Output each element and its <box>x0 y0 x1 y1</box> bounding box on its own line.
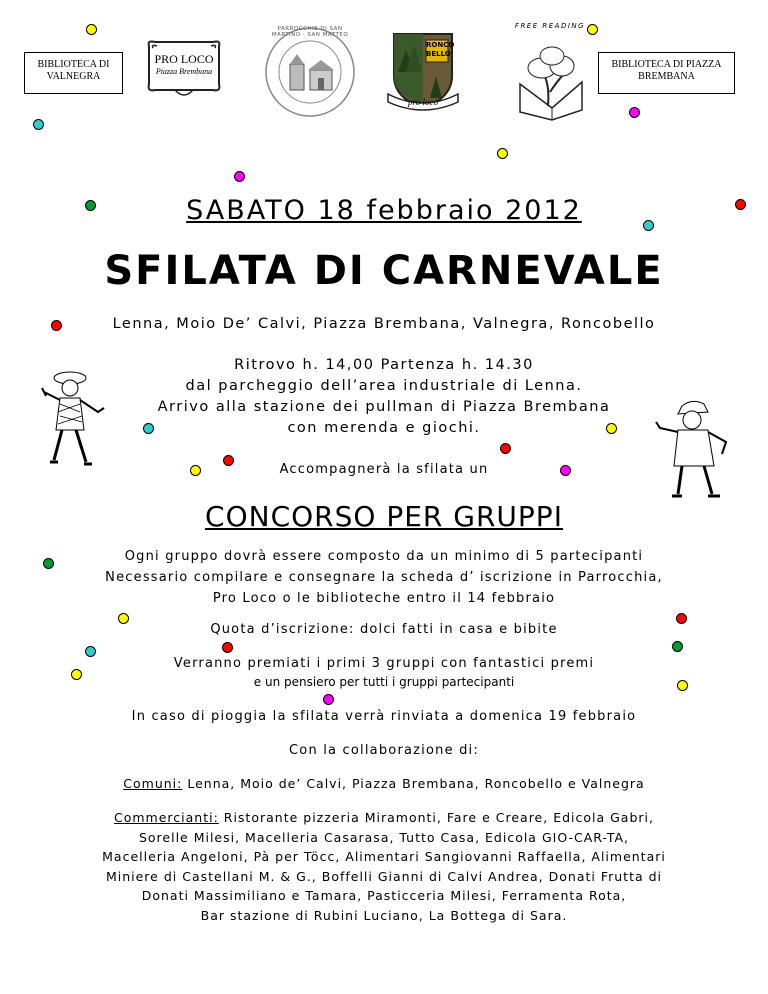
confetti-dot <box>85 200 96 211</box>
comuni-text: Lenna, Moio de’ Calvi, Piazza Brembana, Roncobello e Valnegra <box>182 776 645 791</box>
commercianti-line-3: Macelleria Angeloni, Pà per Töcc, Alimentari Sangiovanni Raffaella, Alimentari <box>102 849 666 864</box>
rain-text: In caso di pioggia la sfilata verrà rinviata a domenica 19 febbraio <box>131 709 637 724</box>
towns-list: Lenna, Moio De’ Calvi, Piazza Brembana, Valnegra, Roncobello <box>112 316 656 332</box>
confetti-dot <box>223 455 234 466</box>
confetti-dot <box>587 24 598 35</box>
commercianti-line-6: Bar stazione di Rubini Luciano, La Bottega di Sara. <box>200 907 568 923</box>
roncobello-logo <box>380 28 466 114</box>
confetti-dot <box>676 613 687 624</box>
confetti-dot <box>85 646 96 657</box>
confetti-dot <box>735 199 746 210</box>
contest-title: CONCORSO PER GRUPPI <box>205 500 563 533</box>
rule-line-1: Ogni gruppo dovrà essere composto da un minimo di 5 partecipanti <box>124 549 644 564</box>
prize-text-2: e un pensiero per tutti i gruppi partecipanti <box>253 675 515 689</box>
collab-heading: Con la collaborazione di: <box>289 743 479 758</box>
accompany-text: Accompagnerà la sfilata un <box>279 462 489 477</box>
contest-rules <box>0 546 768 609</box>
fee-text: Quota d’iscrizione: dolci fatti in casa e bibite <box>210 622 558 637</box>
roncobello-line2: BELLO <box>426 50 451 58</box>
confetti-dot <box>222 642 233 653</box>
comuni-label: Comuni: <box>123 776 183 791</box>
event-date: SABATO 18 febbraio 2012 <box>186 195 582 226</box>
library-valnegra-label: BIBLIOTECA DI VALNEGRA <box>37 59 110 82</box>
confetti-dot <box>606 423 617 434</box>
proloco-piazza-logo <box>145 38 223 102</box>
roncobello-line1: RONCO <box>426 41 455 49</box>
confetti-dot <box>234 171 245 182</box>
commercianti-line-2: Sorelle Milesi, Macelleria Casarasa, Tutto Casa, Edicola GIO-CAR-TA, <box>138 829 630 845</box>
parrocchie-ring-text: PARROCCHIE DI SAN MARTINO · SAN MATTEO <box>271 26 349 38</box>
confetti-dot <box>629 107 640 118</box>
parrocchie-seal <box>262 24 358 120</box>
schedule-line-3: Arrivo alla stazione dei pullman di Piazza Brembana <box>157 399 611 415</box>
proloco-top-text: PRO LOCO <box>154 52 214 66</box>
comuni-line <box>0 776 768 791</box>
confetti-dot <box>71 669 82 680</box>
confetti-dot <box>86 24 97 35</box>
confetti-dot <box>190 465 201 476</box>
schedule-line-1: Ritrovo h. 14,00 Partenza h. 14.30 <box>234 357 534 373</box>
confetti-dot <box>43 558 54 569</box>
confetti-dot <box>33 119 44 130</box>
roncobello-name <box>426 41 455 59</box>
event-title: SFILATA DI CARNEVALE <box>104 248 664 294</box>
rule-line-2: Necessario compilare e consegnare la scheda d’ iscrizione in Parrocchia, <box>105 570 663 585</box>
roncobello-banner: pro loco <box>408 97 438 107</box>
confetti-dot <box>643 220 654 231</box>
commercianti-line-5: Donati Massimiliano e Tamara, Pasticceria Milesi, Ferramenta Rota, <box>141 888 627 903</box>
confetti-dot <box>51 320 62 331</box>
confetti-dot <box>560 465 571 476</box>
rule-line-3: Pro Loco o le biblioteche entro il 14 febbraio <box>212 591 556 606</box>
library-tree-logo <box>512 22 588 122</box>
commercianti-line-1-text: Ristorante pizzeria Miramonti, Fare e Creare, Edicola Gabri, <box>218 810 654 825</box>
commercianti-label: Commercianti: <box>113 810 219 825</box>
confetti-dot <box>500 443 511 454</box>
commercianti-block <box>0 808 768 925</box>
commercianti-line-1 <box>0 808 768 828</box>
schedule-line-4: con merenda e giochi. <box>287 420 481 436</box>
confetti-dot <box>497 148 508 159</box>
library-valnegra-box <box>24 52 123 94</box>
confetti-dot <box>323 694 334 705</box>
schedule-line-2: dal parcheggio dell’area industriale di Lenna. <box>185 378 583 394</box>
confetti-dot <box>677 680 688 691</box>
harlequin-icon <box>36 368 108 468</box>
proloco-bottom-text: Piazza Brembana <box>155 67 213 76</box>
confetti-dot <box>672 641 683 652</box>
library-piazza-brembana-label: BIBLIOTECA DI PIAZZA BREMBANA <box>611 59 722 82</box>
prize-text-1: Verranno premiati i primi 3 gruppi con fantastici premi <box>173 656 595 671</box>
meneghino-icon <box>652 398 738 502</box>
library-piazza-brembana-box <box>598 52 735 94</box>
library-arc-text: FREE READING <box>514 22 586 30</box>
confetti-dot <box>118 613 129 624</box>
confetti-dot <box>143 423 154 434</box>
commercianti-line-4: Miniere di Castellani M. & G., Boffelli Gianni di Calvi Andrea, Donati Frutta di <box>105 868 663 884</box>
